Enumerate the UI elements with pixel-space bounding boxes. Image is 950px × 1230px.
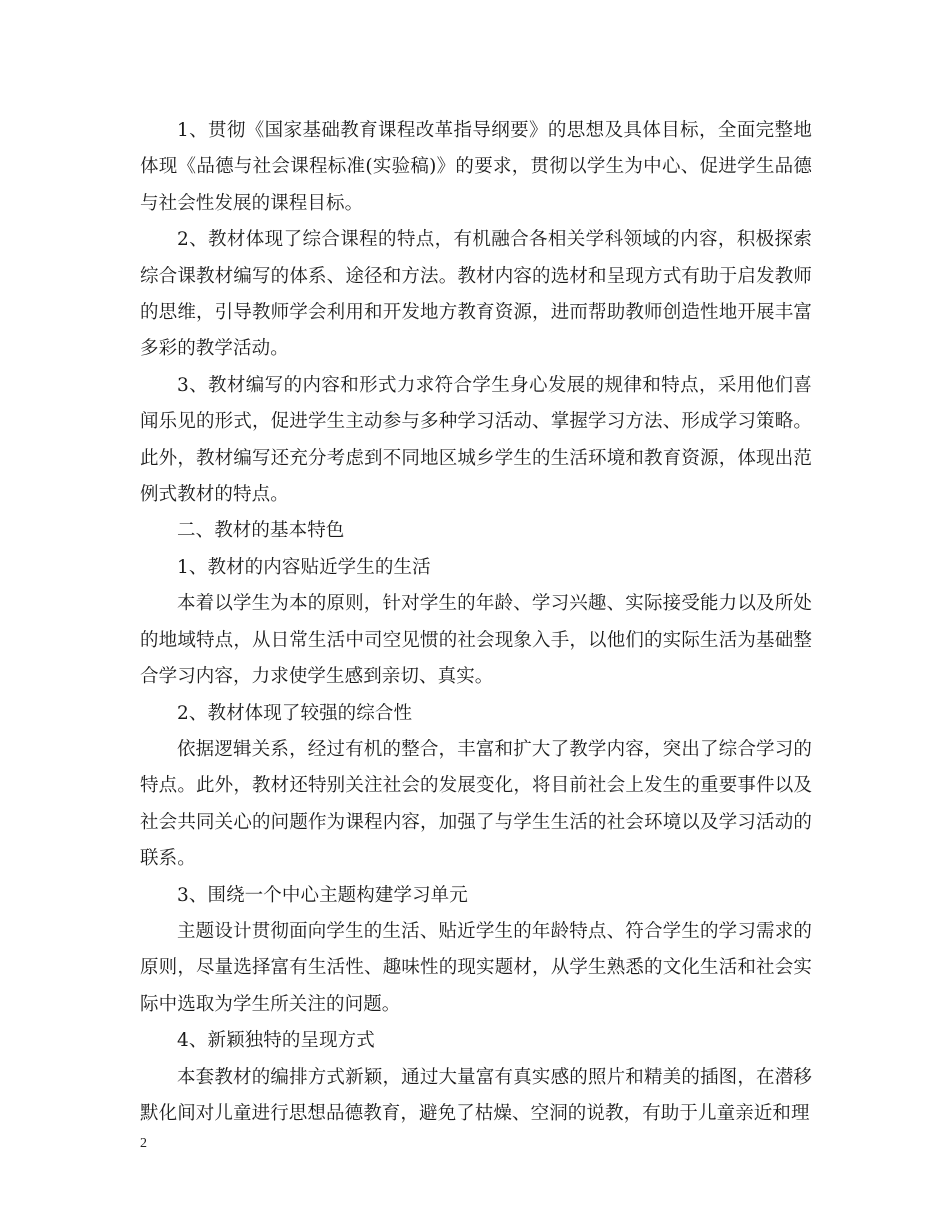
paragraph-feature-1: 本着以学生为本的原则，针对学生的年龄、学习兴趣、实际接受能力以及所处的地域特点，从日常生活中司空见惯的社会现象入手，以他们的实际生活为基础整合学习内容，力求使学生感到亲切、真实。 — [140, 593, 812, 688]
subheading-feature-3: 3、围绕一个中心主题构建学习单元 — [177, 884, 468, 906]
paragraph-principle-3: 3、教材编写的内容和形式力求符合学生身心发展的规律和特点，采用他们喜闻乐见的形式，促进学生主动参与多种学习活动、掌握学习方法、形成学习策略。此外，教材编写还充分考虑到不同地区城乡学生的生活环境和教育资源，体现出范例式教材的特点。 — [140, 374, 812, 506]
subheading-feature-1: 1、教材的内容贴近学生的生活 — [177, 556, 431, 578]
subheading-feature-2: 2、教材体现了较强的综合性 — [177, 702, 413, 724]
page-number: 2 — [140, 1136, 147, 1151]
paragraph-feature-3: 主题设计贯彻面向学生的生活、贴近学生的年龄特点、符合学生的学习需求的原则，尽量选择富有生活性、趣味性的现实题材，从学生熟悉的文化生活和社会实际中选取为学生所关注的问题。 — [140, 920, 812, 1015]
document-body — [140, 113, 812, 1132]
paragraph-principle-2: 2、教材体现了综合课程的特点，有机融合各相关学科领域的内容，积极探索综合课教材编写的体系、途径和方法。教材内容的选材和呈现方式有助于启发教师的思维，引导教师学会利用和开发地方教育资源，进而帮助教师创造性地开展丰富多彩的教学活动。 — [140, 229, 812, 360]
paragraph-feature-2: 依据逻辑关系，经过有机的整合，丰富和扩大了教学内容，突出了综合学习的特点。此外，教材还特别关注社会的发展变化，将目前社会上发生的重要事件以及社会共同关心的问题作为课程内容，加强了与学生生活的社会环境以及学习活动的联系。 — [140, 738, 812, 870]
paragraph-principle-1: 1、贯彻《国家基础教育课程改革指导纲要》的思想及具体目标，全面完整地体现《品德与社会课程标准(实验稿)》的要求，贯彻以学生为中心、促进学生品德与社会性发展的课程目标。 — [140, 120, 812, 214]
paragraph-feature-4: 本套教材的编排方式新颖，通过大量富有真实感的照片和精美的插图，在潜移默化间对儿童进行思想品德教育，避免了枯燥、空洞的说教，有助于儿童亲近和理 — [140, 1066, 812, 1124]
subheading-feature-4: 4、新颖独特的呈现方式 — [177, 1030, 375, 1052]
section-heading-features: 二、教材的基本特色 — [177, 520, 345, 542]
